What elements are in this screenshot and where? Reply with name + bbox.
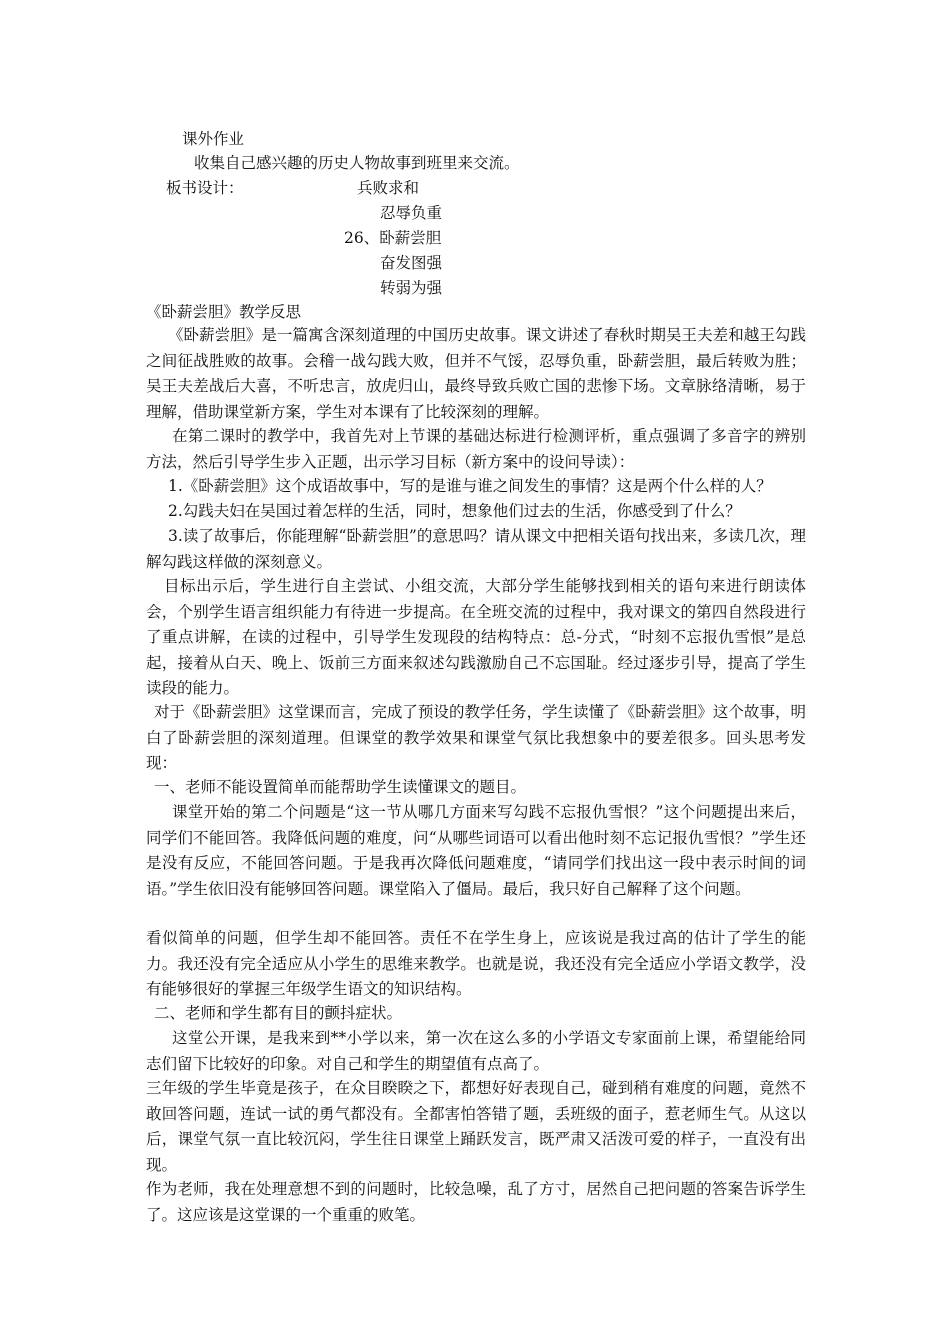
reflection-paragraph: 三年级的学生毕竟是孩子，在众目睽睽之下，都想好好表现自己，碰到稍有难度的问题，竟然不敢回答问题，连试一试的勇气都没有。全都害怕答错了题，丢班级的面子，惹老师生气。从这以后，课堂气氛一直比较沉闷，学生往日课堂上踊跃发言，既严肃又活泼可爱的样子，一直没有出现。 (146, 1079, 806, 1174)
reflection-paragraph: 目标出示后，学生进行自主尝试、小组交流，大部分学生能够找到相关的语句来进行朗读体会，个别学生语言组织能力有待进一步提高。在全班交流的过程中，我对课文的第四自然段进行了重点讲解，在读的过程中，引导学生发现段的结构特点：总-分式，“时刻不忘报仇雪恨”是总起，接着从白天、晚上、饭前三方面来叙述勾践激励自己不忘国耻。经过逐步引导，提高了学生读段的能力。 (146, 577, 806, 697)
reflection-paragraph: 对于《卧薪尝胆》这堂课而言，完成了预设的教学任务，学生读懂了《卧薪尝胆》这个故事，明白了卧薪尝胆的深刻道理。但课堂的教学效果和课堂气氛比我想象中的要差很多。回头思考发现： (146, 703, 806, 772)
board-line-4: 奋发图强 (380, 254, 443, 272)
homework-text: 收集自己感兴趣的历史人物故事到班里来交流。 (194, 154, 520, 172)
reflection-paragraph: 看似简单的问题，但学生却不能回答。责任不在学生身上，应该说是我过高的估计了学生的能力。我还没有完全适应从小学生的思维来教学。也就是说，我还没有完全适应小学语文教学，没有能够很好的掌握三年级学生语文的知识结构。 (146, 929, 806, 998)
homework-heading: 课外作业 (182, 130, 245, 148)
reflection-paragraph: 在第二课时的教学中，我首先对上节课的基础达标进行检测评析，重点强调了多音字的辨别方法，然后引导学生步入正题，出示学习目标（新方案中的设问导读）： (146, 427, 806, 471)
goal-item-1: 1.《卧薪尝胆》这个成语故事中，写的是谁与谁之间发生的事情？这是两个什么样的人？ (168, 477, 772, 495)
reflection-title: 《卧薪尝胆》教学反思 (146, 303, 302, 321)
section-heading-1: 一、老师不能设置简单而能帮助学生读懂课文的题目。 (154, 778, 527, 796)
section-heading-2: 二、老师和学生都有目的颤抖症状。 (154, 1004, 403, 1022)
goal-item-3: 3.读了故事后，你能理解“卧薪尝胆”的意思吗？请从课文中把相关语句找出来，多读几次，理解勾践这样做的深刻意义。 (146, 527, 806, 571)
reflection-paragraph: 作为老师，我在处理意想不到的问题时，比较急噪，乱了方寸，居然自己把问题的答案告诉学生了。这应该是这堂课的一个重重的败笔。 (146, 1180, 806, 1224)
goal-item-2: 2.勾践夫妇在吴国过着怎样的生活，同时，想象他们过去的生活，你感受到了什么？ (168, 502, 741, 520)
board-title-line: 26、卧薪尝胆 (344, 229, 442, 247)
reflection-paragraph: 《卧薪尝胆》是一篇寓含深刻道理的中国历史故事。课文讲述了春秋时期吴王夫差和越王勾践之间征战胜败的故事。会稽一战勾践大败，但并不气馁，忍辱负重，卧薪尝胆，最后转败为胜；吴王夫差战后大喜，不听忠言，放虎归山，最终导致兵败亡国的悲惨下场。文章脉络清晰，易于理解，借助课堂新方案，学生对本课有了比较深刻的理解。 (146, 326, 806, 421)
board-design-label: 板书设计： (166, 179, 244, 197)
reflection-paragraph: 这堂公开课，是我来到**小学以来，第一次在这么多的小学语文专家面前上课，希望能给同志们留下比较好的印象。对自己和学生的期望值有点高了。 (146, 1029, 806, 1073)
board-line-1: 兵败求和 (357, 179, 420, 197)
board-line-2: 忍辱负重 (380, 204, 443, 222)
reflection-paragraph: 课堂开始的第二个问题是“这一节从哪几方面来写勾践不忘报仇雪恨？”这个问题提出来后，同学们不能回答。我降低问题的难度，问“从哪些词语可以看出他时刻不忘记报仇雪恨？”学生还是没有反应，不能回答问题。于是我再次降低问题难度，“请同学们找出这一段中表示时间的词语。”学生依旧没有能够回答问题。课堂陷入了僵局。最后，我只好自己解释了这个问题。 (146, 803, 806, 898)
board-line-5: 转弱为强 (380, 279, 443, 297)
